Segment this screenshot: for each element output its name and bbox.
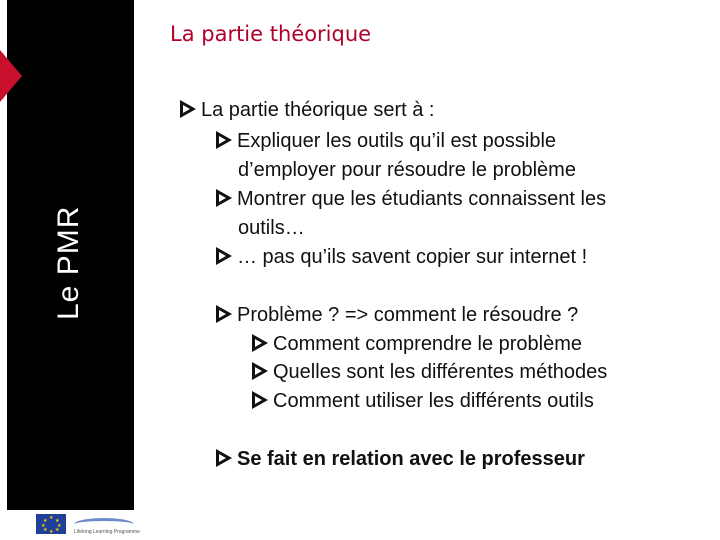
arrow-bullet-icon <box>216 449 234 467</box>
bullet-professeur: Se fait en relation avec le professeur <box>216 445 585 473</box>
bullet-comprendre: Comment comprendre le problème <box>252 330 582 358</box>
arrow-bullet-icon <box>216 131 234 149</box>
logo-caption: Lifelong Learning Programme <box>74 529 140 535</box>
bullet-outils: Comment utiliser les différents outils <box>252 387 594 415</box>
arrow-bullet-icon <box>252 391 270 409</box>
bullet-montrer-cont: outils… <box>238 217 305 239</box>
sidebar <box>7 0 134 510</box>
bullet-montrer: Montrer que les étudiants connaissent les <box>216 185 606 213</box>
arrow-bullet-icon <box>216 247 234 265</box>
bullet-probleme: Problème ? => comment le résoudre ? <box>216 301 578 329</box>
slide-title: La partie théorique <box>170 22 372 46</box>
red-marker <box>0 50 22 102</box>
arrow-bullet-icon <box>252 362 270 380</box>
arrow-bullet-icon <box>252 334 270 352</box>
arrow-bullet-icon <box>180 100 198 118</box>
bullet-intro: La partie théorique sert à : <box>180 96 434 124</box>
eu-flag-icon: ★ ★ ★ ★ ★ ★ ★ ★ <box>36 514 66 534</box>
bullet-expliquer: Expliquer les outils qu’il est possible <box>216 127 556 155</box>
footer-logos <box>36 514 146 538</box>
arrow-bullet-icon <box>216 305 234 323</box>
bullet-methodes: Quelles sont les différentes méthodes <box>252 358 607 386</box>
sidebar-label: Le PMR <box>52 205 85 320</box>
bullet-expliquer-cont: d’employer pour résoudre le problème <box>238 159 576 181</box>
arrow-bullet-icon <box>216 189 234 207</box>
bullet-copier: … pas qu’ils savent copier sur internet ! <box>216 243 587 271</box>
